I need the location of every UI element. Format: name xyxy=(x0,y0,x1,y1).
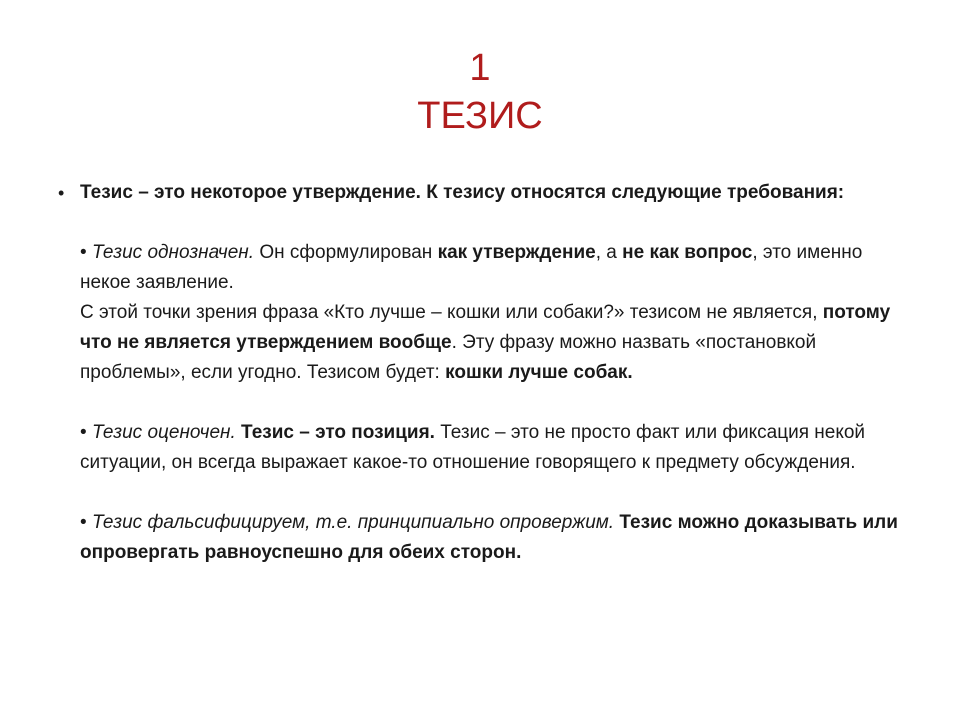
req2-italic: Тезис оценочен. xyxy=(91,422,236,443)
req2-bold-1: Тезис – это позиция. xyxy=(241,422,435,443)
slide-number: 1 xyxy=(469,47,491,89)
slide-title xyxy=(0,44,960,140)
req1-text-1: Он сформулирован xyxy=(254,242,438,263)
req2-mark: • xyxy=(80,422,87,443)
req1-text-4: С этой точки зрения фраза «Кто лучше – кошки или собаки?» тезисом не является, xyxy=(80,302,823,323)
requirement-unambiguous xyxy=(58,238,908,388)
spacer xyxy=(58,388,908,418)
spacer xyxy=(58,208,908,238)
req1-bold-2: не как вопрос xyxy=(622,242,753,263)
intro-bullet xyxy=(58,178,908,208)
req1-bold-4: кошки лучше собак. xyxy=(445,362,633,383)
req3-mark: • xyxy=(80,512,87,533)
req3-bold-1: Тезис можно доказывать или опровергать равноуспешно для обеих сторон. xyxy=(80,512,898,563)
slide-heading: ТЕЗИС xyxy=(417,95,543,137)
spacer xyxy=(58,478,908,508)
req1-text-2: , а xyxy=(595,242,623,263)
req1-bold-3: потому что не является утверждением вообще xyxy=(80,302,891,353)
req3-italic: Тезис фальсифицируем, т.е. принципиально опровержим. xyxy=(91,512,615,533)
req1-mark: • xyxy=(80,242,87,263)
requirement-evaluative xyxy=(58,418,908,478)
req1-text-3: , это именно некое заявление. xyxy=(80,242,863,293)
req1-italic: Тезис однозначен. xyxy=(91,242,255,263)
intro-text: Тезис – это некоторое утверждение. К тезису относятся следующие требования: xyxy=(80,182,845,203)
req1-bold-1: как утверждение xyxy=(437,242,596,263)
bullet-dot-icon: • xyxy=(58,183,65,203)
req2-text-1: Тезис – это не просто факт или фиксация некой ситуации, он всегда выражает какое-то отношение говорящего к предмету обсуждения. xyxy=(80,422,866,473)
requirement-falsifiable xyxy=(58,508,908,568)
req1-text-5: . Эту фразу можно назвать «постановкой проблемы», если угодно. Тезисом будет: xyxy=(80,332,817,383)
slide-content xyxy=(58,178,908,568)
